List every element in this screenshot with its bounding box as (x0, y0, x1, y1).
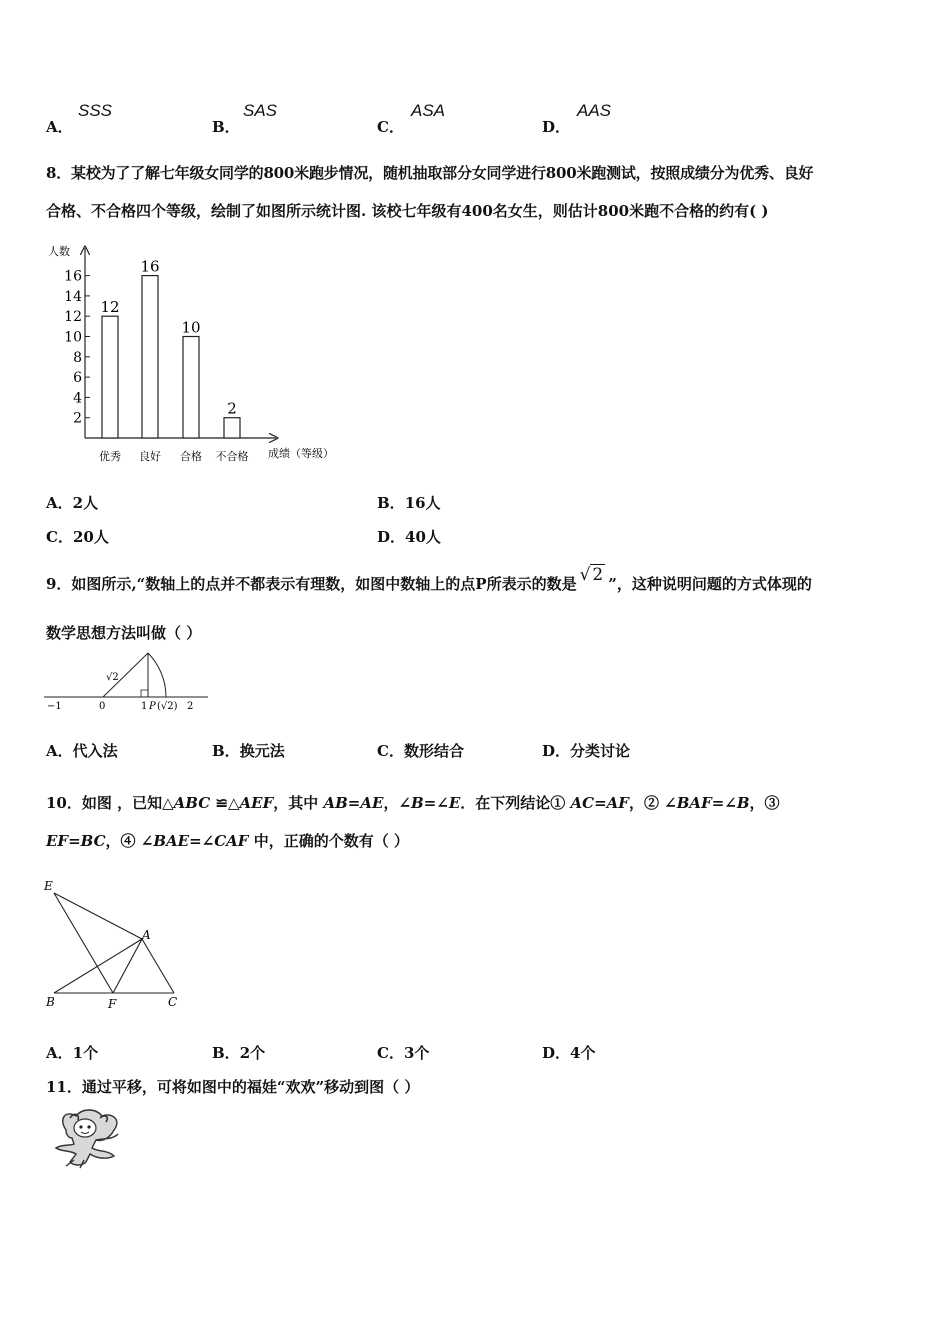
q9-text-line2: 数学思想方法叫做（ ） (46, 624, 202, 642)
q10-t2a: EF=BC (46, 832, 106, 850)
q10-t2b: ，④ ∠ (105, 832, 154, 850)
q8-option-d-value: 40人 (405, 528, 441, 546)
chart-category-label: 不合格 (215, 450, 249, 463)
q8-text-line2: 合格、不合格四个等级，绘制了如图所示统计图. 该校七年级有400名女生，则估计800米跑不合格的约有( ) (46, 202, 769, 220)
q9-sqrt2 (580, 565, 606, 585)
compass-arc (148, 653, 166, 697)
q10-t1i: ．在下列结论① (460, 794, 571, 812)
label-0: 0 (99, 701, 106, 712)
q7-option-d-letter: D． (542, 118, 571, 136)
q10-text-line2 (46, 830, 409, 851)
chart-category-label: 良好 (139, 450, 161, 463)
q8-option-d (377, 526, 441, 547)
label-p: P (149, 701, 156, 712)
label-sqrt2-point: (√2) (157, 701, 178, 712)
q7-option-b-letter: B． (212, 118, 240, 136)
q7-option-a-value: SSS (78, 101, 113, 120)
q9-text-before: 9．如图所示,“数轴上的点并不都表示有理数，如图中数轴上的点P所表示的数是 (46, 575, 577, 593)
q9-option-b-letter: B． (212, 742, 240, 760)
q8-option-c-letter: C． (46, 528, 73, 546)
q11-text-line1: 11．通过平移，可将如图中的福娃“欢欢”移动到图（ ） (46, 1078, 420, 1096)
q8-option-a-value: 2人 (72, 494, 99, 512)
segment-fa (113, 939, 142, 993)
q10-t1g: ，∠ (383, 794, 412, 812)
chart-bar (142, 276, 158, 438)
label-1: 1 (141, 701, 148, 712)
q9-option-a-letter: A． (46, 742, 73, 760)
label-a: A (142, 928, 151, 942)
chart-category-label: 优秀 (99, 450, 121, 463)
q10-triangle-figure (40, 872, 190, 1012)
q10-t1c: ≌△ (210, 794, 240, 812)
q10-option-a-letter: A． (46, 1044, 73, 1062)
label-minus1: −1 (47, 701, 62, 712)
q10-option-c (377, 1042, 429, 1063)
q8-bar-chart (40, 238, 360, 470)
q10-option-a-value: 1个 (72, 1044, 99, 1062)
q10-option-b-value: 2个 (239, 1044, 266, 1062)
label-f: F (108, 997, 117, 1011)
q9-number-line-figure (40, 648, 215, 716)
q9-option-d-value: 分类讨论 (570, 742, 631, 760)
fuwa-eye-right (87, 1125, 90, 1128)
chart-y-ticks (64, 269, 90, 427)
q9-option-a (46, 740, 118, 761)
q7-option-c-letter: C． (377, 118, 404, 136)
q8-option-b-value: 16人 (404, 494, 441, 512)
q10-t1k: ，② ∠ (628, 794, 677, 812)
fuwa-huanhuan-image (52, 1108, 124, 1170)
chart-category-label: 合格 (180, 450, 202, 463)
q8-text-line1: 8．某校为了了解七年级女同学的800米跑步情况，随机抽取部分女同学进行800米跑测试，按照成绩分为优秀、良好 (46, 164, 814, 182)
q10-option-c-letter: C． (377, 1044, 404, 1062)
label-sqrt2-hyp: √2 (106, 672, 119, 683)
label-e: E (44, 879, 53, 893)
chart-bar-value-label: 16 (140, 257, 160, 276)
q9-text-after: ”，这种说明问题的方式体现的 (608, 575, 812, 593)
chart-y-tick-label: 2 (73, 410, 82, 427)
right-angle-mark (141, 690, 148, 697)
q10-t2d: 中，正确的个数有（ ） (248, 832, 409, 850)
q10-t1m: ，③ (749, 794, 780, 812)
chart-y-tick-label: 12 (64, 309, 82, 326)
chart-x-label: 成绩（等级） (268, 447, 334, 460)
q8-option-c (46, 526, 109, 547)
q9-option-d (542, 740, 630, 761)
chart-y-tick-label: 16 (64, 268, 82, 285)
q9-option-b (212, 740, 285, 761)
q9-option-d-letter: D． (542, 742, 571, 760)
q10-t1e: ，其中 (273, 794, 324, 812)
chart-bar (102, 316, 118, 438)
segment-ac (142, 939, 174, 993)
q7-option-b-value: SAS (243, 101, 278, 120)
label-c: C (168, 995, 178, 1009)
chart-y-tick-label: 14 (64, 288, 82, 305)
fuwa-face (74, 1119, 96, 1137)
label-b: B (46, 995, 55, 1009)
q10-option-a (46, 1042, 98, 1063)
chart-y-tick-label: 6 (73, 370, 82, 387)
fuwa-eye-left (79, 1125, 82, 1128)
chart-bar (183, 337, 199, 439)
q9-option-b-value: 换元法 (239, 742, 285, 760)
q9-text-line1 (46, 565, 812, 594)
q8-option-d-letter: D． (377, 528, 406, 546)
q7-option-d-value: AAS (577, 101, 612, 120)
q9-option-c (377, 740, 464, 761)
q10-t1a: 10．如图 ，已知△ (46, 794, 174, 812)
q8-option-c-value: 20人 (72, 528, 109, 546)
chart-y-label: 人数 (48, 245, 70, 258)
q8-option-a-letter: A． (46, 494, 73, 512)
chart-y-tick-label: 10 (64, 329, 82, 346)
q10-t2c: BAE=∠CAF (153, 832, 249, 850)
q10-text-line1 (46, 792, 780, 813)
chart-y-tick-label: 8 (73, 349, 82, 366)
q7-option-a-letter: A． (46, 118, 73, 136)
q10-option-d-letter: D． (542, 1044, 571, 1062)
q9-option-c-value: 数形结合 (403, 742, 464, 760)
q9-sqrt-symbol: √ (579, 565, 591, 585)
chart-bar (224, 418, 240, 438)
q10-option-b-letter: B． (212, 1044, 240, 1062)
chart-bar-value-label: 2 (227, 399, 237, 418)
q8-option-b-letter: B． (377, 494, 405, 512)
q10-t1f: AB=AE (323, 794, 384, 812)
chart-y-tick-label: 4 (73, 390, 82, 407)
q10-t1d: AEF (239, 794, 274, 812)
q8-option-b (377, 492, 441, 513)
q10-option-d-value: 4个 (570, 1044, 596, 1062)
q10-t1j: AC=AF (570, 794, 629, 812)
q9-sqrt-value: 2 (592, 565, 604, 585)
chart-bars (99, 258, 249, 463)
q9-option-c-letter: C． (377, 742, 404, 760)
segment-ba (54, 939, 142, 993)
q10-option-b (212, 1042, 265, 1063)
chart-bar-value-label: 12 (100, 298, 120, 317)
q10-t1l: BAF=∠B (676, 794, 750, 812)
q10-t1b: ABC (173, 794, 211, 812)
q9-option-a-value: 代入法 (72, 742, 118, 760)
label-2: 2 (187, 701, 194, 712)
q10-option-d (542, 1042, 595, 1063)
q10-t1h: B=∠E (411, 794, 461, 812)
q10-option-c-value: 3个 (403, 1044, 430, 1062)
q7-option-c-value: ASA (411, 101, 446, 120)
chart-bar-value-label: 10 (181, 318, 201, 337)
q8-option-a (46, 492, 98, 513)
